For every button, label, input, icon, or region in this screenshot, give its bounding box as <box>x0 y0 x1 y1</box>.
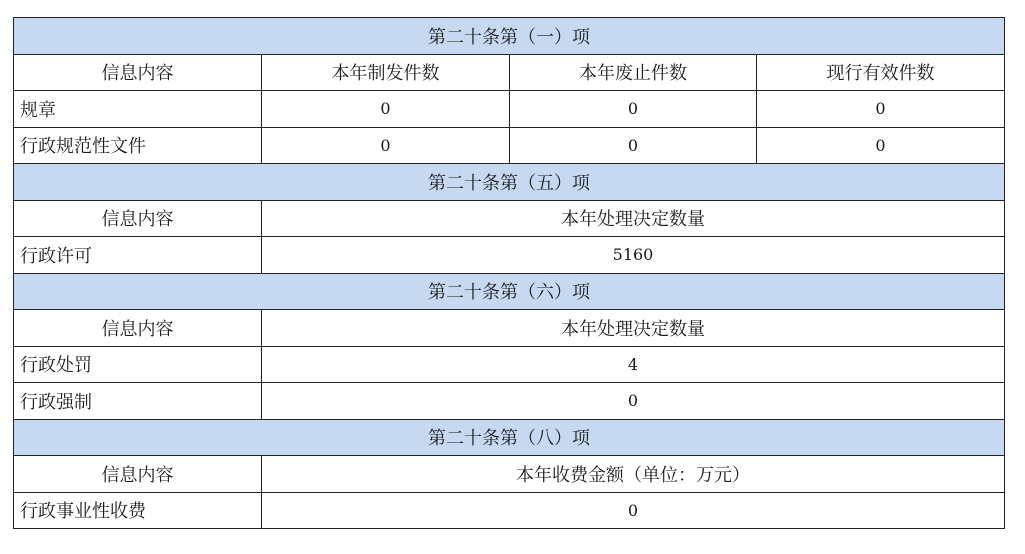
header-issued-count: 本年制发件数 <box>262 54 510 91</box>
cell-value: 0 <box>510 91 757 128</box>
cell-value: 0 <box>757 127 1005 164</box>
section-1-title: 第二十条第（一）项 <box>14 18 1005 55</box>
header-info-content: 信息内容 <box>14 456 262 493</box>
table-row <box>14 91 1005 128</box>
table-row <box>14 127 1005 164</box>
section-6-title: 第二十条第（六）项 <box>14 273 1005 310</box>
section-6-title-row <box>14 273 1005 310</box>
table-row <box>14 346 1005 383</box>
header-fee-amount: 本年收费金额（单位：万元） <box>262 456 1005 493</box>
row-label-admin-penalty: 行政处罚 <box>14 346 262 383</box>
cell-value: 0 <box>757 91 1005 128</box>
section-5-title-row <box>14 164 1005 201</box>
header-valid-count: 现行有效件数 <box>757 54 1005 91</box>
header-abolished-count: 本年废止件数 <box>510 54 757 91</box>
section-1-header-row <box>14 54 1005 91</box>
header-info-content: 信息内容 <box>14 54 262 91</box>
disclosure-table-container <box>13 17 1004 529</box>
table-row <box>14 383 1005 420</box>
cell-value: 0 <box>262 91 510 128</box>
cell-value: 0 <box>510 127 757 164</box>
cell-value: 0 <box>262 492 1005 529</box>
cell-value: 4 <box>262 346 1005 383</box>
cell-value: 5160 <box>262 237 1005 274</box>
cell-value: 0 <box>262 127 510 164</box>
disclosure-table <box>13 17 1005 529</box>
row-label-normative-docs: 行政规范性文件 <box>14 127 262 164</box>
section-1-title-row <box>14 18 1005 55</box>
row-label-admin-license: 行政许可 <box>14 237 262 274</box>
section-8-title: 第二十条第（八）项 <box>14 419 1005 456</box>
section-8-title-row <box>14 419 1005 456</box>
section-5-header-row <box>14 200 1005 237</box>
header-info-content: 信息内容 <box>14 200 262 237</box>
section-6-header-row <box>14 310 1005 347</box>
section-8-header-row <box>14 456 1005 493</box>
cell-value: 0 <box>262 383 1005 420</box>
row-label-admin-fees: 行政事业性收费 <box>14 492 262 529</box>
header-info-content: 信息内容 <box>14 310 262 347</box>
row-label-admin-enforcement: 行政强制 <box>14 383 262 420</box>
table-row <box>14 237 1005 274</box>
table-row <box>14 492 1005 529</box>
row-label-regulations: 规章 <box>14 91 262 128</box>
section-5-title: 第二十条第（五）项 <box>14 164 1005 201</box>
header-decision-count: 本年处理决定数量 <box>262 310 1005 347</box>
header-decision-count: 本年处理决定数量 <box>262 200 1005 237</box>
